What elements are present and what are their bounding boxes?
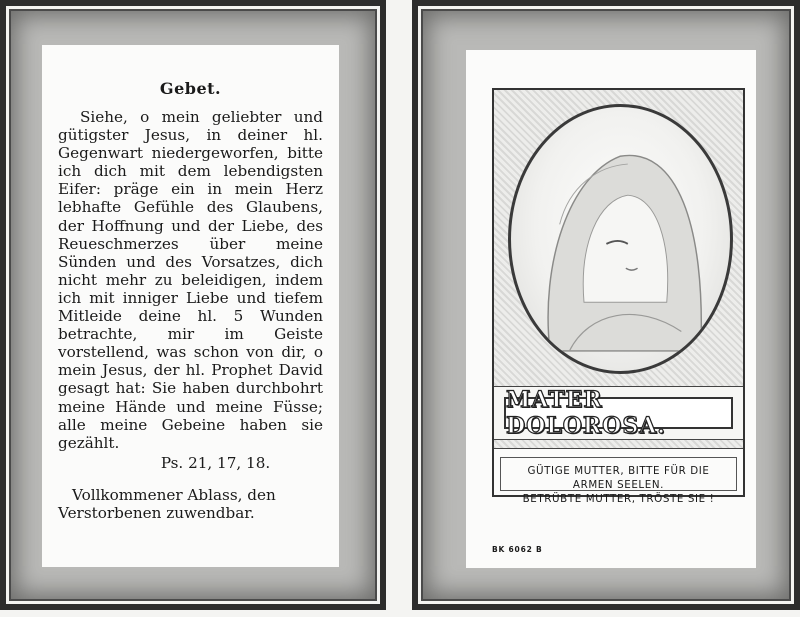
madonna-illustration bbox=[511, 107, 730, 371]
title-plate bbox=[494, 386, 743, 440]
image-card-inner bbox=[466, 50, 756, 568]
indulgence-note: Vollkommener Ablass, den Verstorbenen zuwendbar. bbox=[58, 485, 276, 522]
print-code: BK 6062 B bbox=[492, 545, 543, 554]
mater-dolorosa-portrait bbox=[508, 104, 733, 374]
caption-line-2: ARMEN SEELEN. bbox=[572, 479, 665, 491]
caption-box bbox=[500, 457, 737, 505]
ornamental-frame bbox=[492, 88, 745, 505]
prayer-title: Gebet. bbox=[159, 79, 222, 98]
caption-line-1: GÜTIGE MUTTER, BITTE FÜR DIE bbox=[527, 465, 710, 477]
prayer-text: Siehe, o mein geliebter und gütigster Jesus, in deiner hl. Gegenwart niedergeworfen, bitte ich dich mit dem lebendigsten Eifer: präge ein in mein Herz lebhafte Gefühle des Glaubens, der Hoffnung und der Liebe, des Reueschmerzes über meine Sünden und des Vorsatzes, dich nicht mehr zu beleidigen, indem ich mit inniger Liebe und tiefem Mitleide deine hl. 5 Wunden betrachte, mir im Geiste vorstellend, was schon von dir, o mein Jesus, der hl. Prophet David gesagt hat: Sie haben durchbohrt meine Hände und meine Füsse; alle meine Gebeine haben sie gezählt. bbox=[58, 108, 323, 452]
caption-line-3: BETRÜBTE MUTTER, TRÖSTE SIE ! bbox=[522, 493, 715, 505]
right-image-card bbox=[412, 0, 800, 610]
psalm-reference: Ps. 21, 17, 18. bbox=[160, 453, 271, 472]
caption-area bbox=[494, 448, 743, 505]
left-prayer-card bbox=[0, 0, 386, 610]
prayer-card-inner bbox=[42, 45, 339, 567]
image-title: MATER DOLOROSA. bbox=[506, 387, 666, 439]
title-plate-border bbox=[504, 387, 733, 439]
